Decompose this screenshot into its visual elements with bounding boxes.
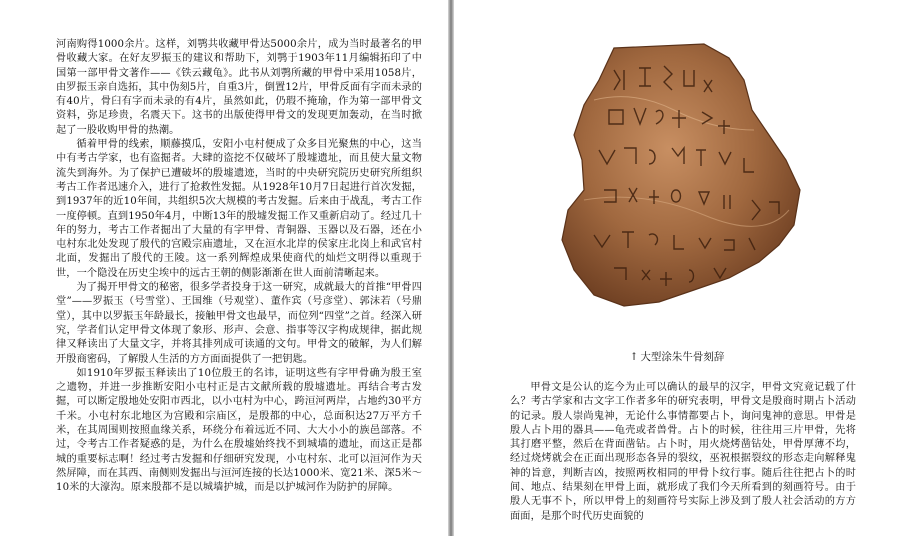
right-page-text	[510, 381, 856, 524]
paragraph: 为了揭开甲骨文的秘密，很多学者投身于这一研究，成就最大的首推“甲骨四堂”——罗振玉（号雪堂）、王国维（号观堂）、董作宾（号彦堂）、郭沫若（号鼎堂），其中以罗振玉年龄最长，接触甲骨文也最早，而位列“四堂”之首。经深入研究，学者们认定甲骨文体现了象形、形声、会意、指事等汉字构成规律，据此规律又释读出了大量文字，并将其排列成可读通的文句。甲骨文的破解，为人们解开殷商密码，了解殷人生活的方方面面提供了一把钥匙。	[56, 282, 422, 365]
oracle-bone-illustration	[554, 40, 804, 310]
oracle-bone-image	[554, 40, 804, 310]
paragraph: 如1910年罗振玉释读出了10位殷王的名讳，证明这些有字甲骨确为殷王室之遗物，并进一步推断安阳小屯村正是古文献所载的殷墟遗址。再结合考古发掘，可以断定殷地处安阳市西北，以小屯村为中心，跨洹河两岸，占地约30平方千米。小屯村东北地区为宫殿和宗庙区，是殷都的中心，总面积达27万平方千米，在其周围则按照血缘关系，环绕分布着远近不同、大大小小的族邑部落。不过，令考古工作者疑惑的是，为什么在殷墟始终找不到城墙的遗址，而这正是都城的重要标志啊！经过考古发掘和仔细研究发现，小屯村东、北可以洹河作为天然屏障，而在其西、南侧则发掘出与洹河连接的长达1000米、宽21米、深5米～10米的大濠沟。原来殷都不是以城墙护城，而是以护城河作为防护的屏障。	[56, 367, 422, 494]
right-page	[454, 0, 900, 536]
paragraph: 甲骨文是公认的迄今为止可以确认的最早的汉字，甲骨文究竟记载了什么？考古学家和古文字工作者多年的研究表明，甲骨文是殷商时期占卜活动的记录。殷人崇尚鬼神，无论什么事情都要占卜，询问鬼神的意思。甲骨是殷人占卜用的器具——龟壳或者兽骨。占卜的时候，往往用三片甲骨，先将其打磨平整，然后在背面凿钻。占卜时，用火烧烤凿钻处，甲骨厚薄不均，经过烧烤就会在正面出现形态各异的裂纹，巫祝根据裂纹的形态走向解释鬼神的旨意，判断吉凶，按照两枚相同的甲骨卜纹行事。随后往往把占卜的时间、地点、结果刻在甲骨上面，就形成了我们今天所看到的刻画符号。由于殷人无事不卜，所以甲骨上的刻画符号实际上涉及到了殷人社会活动的方方面面，是那个时代历史面貌的	[510, 382, 856, 522]
caption-text: 大型涂朱牛骨刻辞	[640, 351, 725, 363]
figure-caption	[454, 349, 900, 364]
left-page-text	[56, 38, 422, 496]
paragraph: 河南购得1000余片。这样，刘鹗共收藏甲骨达5000余片，成为当时最著名的甲骨收藏大家。在好友罗振玉的建议和帮助下，刘鹗于1903年11月编辑拓印了中国第一部甲骨文著作——《铁云藏龟》。此书从刘鹗所藏的甲骨中采用1058片，由罗振玉亲自选拓，其中伪刻5片，自重3片，倒置12片，甲骨反面有字而未录的有40片，骨臼有字而未录的有4片，虽然如此，仍瑕不掩瑜，作为第一部甲骨文资料，弥足珍贵，名震天下。这书的出版使得甲骨文的发现更加轰动，在当时掀起了一股收购甲骨的热潮。	[56, 39, 422, 136]
left-page	[0, 0, 448, 536]
paragraph: 循着甲骨的线索，顺藤摸瓜，安阳小屯村便成了众多目光聚焦的中心，这当中有考古学家，也有盗掘者。大肆的盗挖不仅破坏了殷墟遗址，而且使大量文物流失到海外。为了保护已遭破坏的殷墟遗迹，当时的中央研究院历史研究所组织考古工作者迅速介入，进行了抢救性发掘。从1928年10月7日起进行首次发掘，到1937年的近10年间，共组织5次大规模的考古发掘。后来由于战乱，考古工作一度停顿。直到1950年4月，中断13年的殷墟发掘工作又重新启动了。经过几十年的努力，考古工作者掘出了大量的有字甲骨、青铜器、玉器以及石器，还在小屯村东北处发现了殷代的宫殿宗庙遗址，又在洹水北岸的侯家庄北岗上和武官村北面，发掘出了殷代的王陵。这一系列辉煌成果使商代的灿烂文明得以重现于世，一个隐没在历史尘埃中的远古王朝的侧影渐渐在世人面前清晰起来。	[56, 139, 422, 279]
caption-arrow-icon: ↑	[629, 351, 639, 363]
